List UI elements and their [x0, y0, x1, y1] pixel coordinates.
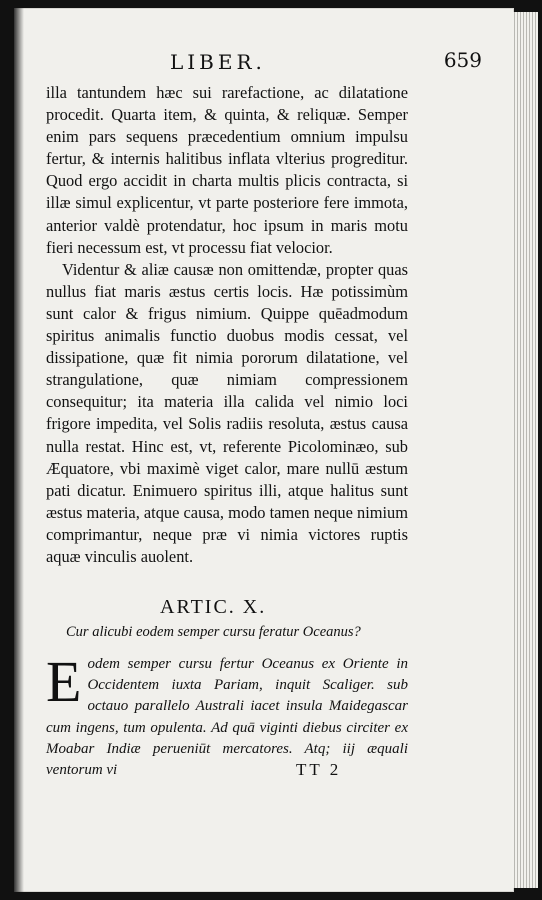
body-text — [46, 82, 408, 568]
running-head: LIBER. — [170, 50, 266, 74]
article-text — [46, 649, 408, 781]
page-number: 659 — [443, 48, 482, 72]
binding-gutter — [14, 8, 24, 892]
paragraph-2: Videntur & aliæ causæ non omittendæ, propter quas nullus fiat maris æstus certis locis. Hæ potissimùm sunt calor & frigus nimium. Quippe quēadmodum spiritus animalis functio duobus modis cessat, vel dissipatione, quæ fit nimia pororum dilatatione, vel strangulatione, quæ nimiam compressionem consequitur; ita materia illa calida vel nimio loci frigore impedita, vel Solis radiis resoluta, æstus causa nulla restat. Hinc est, vt, referente Picolominæo, sub Æquatore, vbi maximè viget calor, mare nullū æstum pati dicatur. Enimuero spiritus illi, atque halitus sunt æstus materia, atque causa, modo tamen neque nimium comprimantur, neque præ vi nimia victores ruptis aquæ vinculis auolent. — [46, 259, 408, 566]
article-body: odem semper cursu fertur Oceanus ex Oriente in Occidentem iuxta Pariam, inquit Scaliger. sub octauo parallelo Australi iacet insula Maidegascar cum ingens, tum opulenta. Ad quā viginti diebus circiter ex Moabar Indiæ perueniūt mercatores. Atq; iij æquali ventorum vi — [46, 656, 408, 779]
article-heading: ARTIC. X. — [160, 596, 267, 618]
drop-cap: E — [46, 649, 82, 714]
paragraph-1: illa tantundem hæc sui rarefactione, ac dilatatione procedit. Quarta item, & quinta, & reliquæ. Semper enim pars sequens præcedentium omnium impulsu fertur, & internis halitibus inflata vlterius progreditur. Quod ergo accidit in charta multis plicis contracta, si illæ simul explicentur, vt parte posteriore fere immota, anterior valdè protendatur, hoc ipsum in maris motu fieri necessum est, vt processu fiat velocior. — [46, 83, 408, 257]
page-header — [60, 50, 482, 80]
signature-mark: TT 2 — [296, 760, 342, 779]
article-question: Cur alicubi eodem semper cursu feratur Oceanus? — [66, 624, 361, 640]
page-edges — [512, 12, 538, 888]
